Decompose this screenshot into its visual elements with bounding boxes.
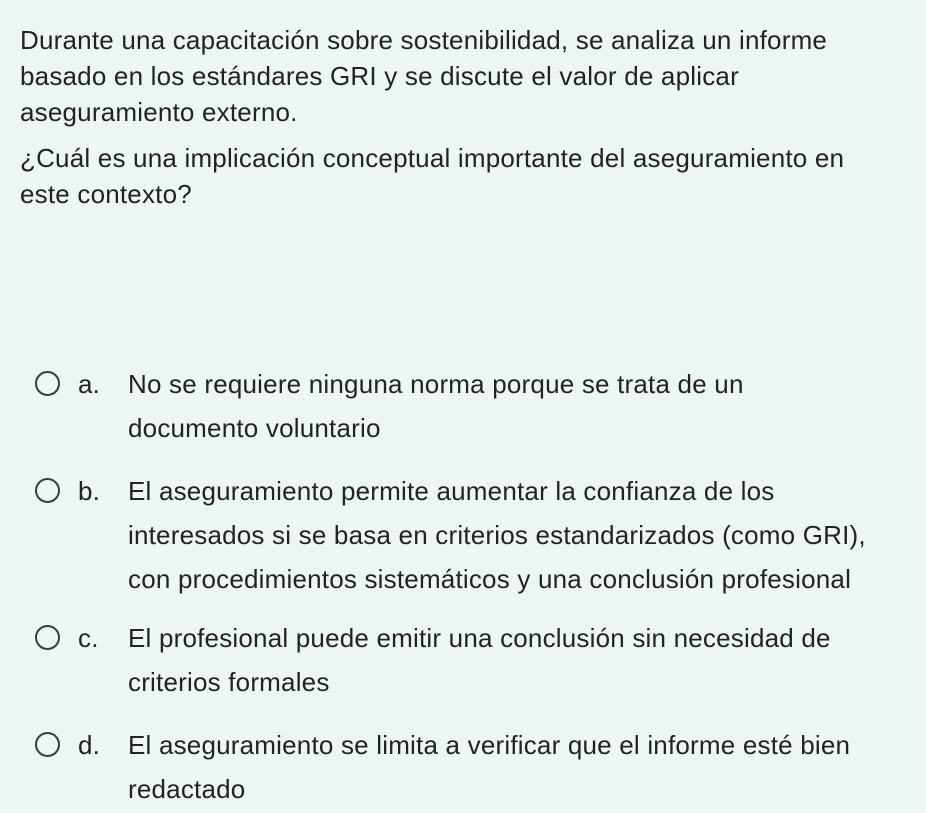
question-context-line: Durante una capacitación sobre sostenibilidad, se analiza un informe bbox=[20, 25, 828, 55]
option-c-radio-button[interactable] bbox=[35, 625, 60, 650]
option-d-line: El aseguramiento se limita a verificar que el informe esté bien bbox=[128, 730, 851, 760]
option-c-line: criterios formales bbox=[128, 667, 330, 697]
option-d-line: redactado bbox=[128, 774, 246, 804]
option-c-letter: c. bbox=[78, 623, 99, 653]
option-a-letter: a. bbox=[78, 369, 101, 399]
option-b-radio-button[interactable] bbox=[35, 478, 60, 503]
option-b-line: El aseguramiento permite aumentar la confianza de los bbox=[128, 476, 775, 506]
option-a-text bbox=[128, 367, 918, 455]
option-d-text bbox=[128, 728, 918, 813]
option-b-line: con procedimientos sistemáticos y una conclusión profesional bbox=[128, 564, 852, 594]
question-context-line: basado en los estándares GRI y se discute el valor de aplicar bbox=[20, 61, 739, 91]
question-context-line: aseguramiento externo. bbox=[20, 97, 298, 127]
option-b-text bbox=[128, 474, 918, 606]
option-c-text bbox=[128, 621, 918, 709]
option-a-radio-button[interactable] bbox=[35, 371, 60, 396]
option-b-letter: b. bbox=[78, 476, 101, 506]
option-d-letter: d. bbox=[78, 730, 101, 760]
question-prompt-line: este contexto? bbox=[20, 179, 192, 209]
option-a-line: documento voluntario bbox=[128, 413, 381, 443]
option-b-line: interesados si se basa en criterios estandarizados (como GRI), bbox=[128, 520, 866, 550]
option-d-radio-button[interactable] bbox=[35, 732, 60, 757]
question-prompt-line: ¿Cuál es una implicación conceptual importante del aseguramiento en bbox=[20, 143, 845, 173]
option-c-line: El profesional puede emitir una conclusión sin necesidad de bbox=[128, 623, 831, 653]
option-a-line: No se requiere ninguna norma porque se trata de un bbox=[128, 369, 744, 399]
